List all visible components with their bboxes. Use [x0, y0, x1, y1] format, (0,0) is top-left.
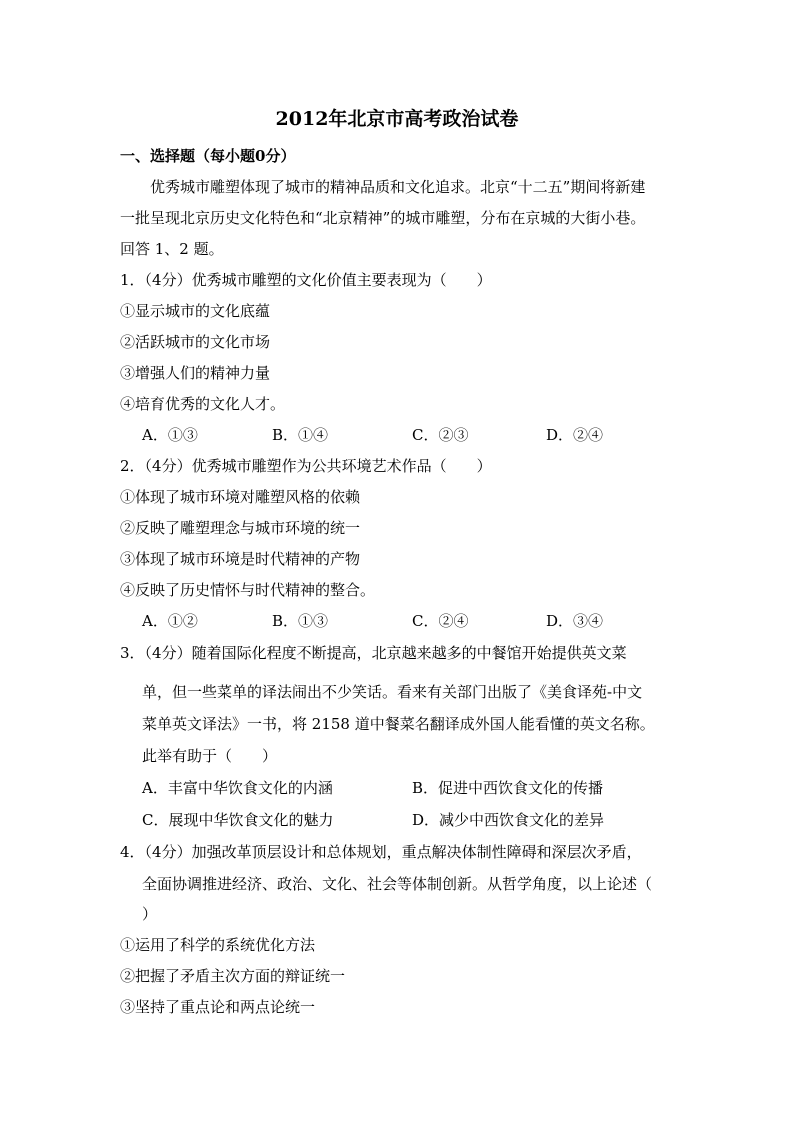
question-2-item: ②反映了雕塑理念与城市环境的统一	[120, 519, 361, 537]
question-4-line: 4．（4分）加强改革顶层设计和总体规划，重点解决体制性障碍和深层次矛盾，	[120, 843, 642, 861]
question-1-item: ①显示城市的文化底蕴	[120, 302, 271, 320]
passage-line: 回答 1、2 题。	[120, 240, 224, 258]
question-3-line: 3．（4分）随着国际化程度不断提高，北京越来越多的中餐馆开始提供英文菜	[120, 644, 627, 662]
passage-line: 优秀城市雕塑体现了城市的精神品质和文化追求。北京“十二五”期间将新建	[150, 178, 646, 196]
question-2-item: ①体现了城市环境对雕塑风格的依赖	[120, 488, 361, 506]
question-2-choice-a[interactable]: A．①②	[142, 612, 198, 630]
question-1-item: ④培育优秀的文化人才。	[120, 395, 286, 413]
question-2-choice-d[interactable]: D．③④	[546, 612, 604, 630]
section-heading: 一、选择题（每小题0分）	[120, 147, 296, 165]
question-3-line: 单，但一些菜单的译法闹出不少笑话。看来有关部门出版了《美食译苑-中文	[142, 683, 643, 701]
page-title: 2012年北京市高考政治试卷	[275, 108, 519, 130]
question-4-line: 全面协调推进经济、政治、文化、社会等体制创新。从哲学角度，以上论述（	[142, 875, 653, 893]
question-4-item: ①运用了科学的系统优化方法	[120, 936, 316, 954]
question-3-line: 此举有助于（ ）	[142, 747, 278, 765]
question-1-stem: 1．（4分）优秀城市雕塑的文化价值主要表现为（ ）	[120, 271, 492, 289]
passage-line: 一批呈现北京历史文化特色和“北京精神”的城市雕塑，分布在京城的大街小巷。	[120, 209, 646, 227]
question-3-choice-d[interactable]: D．减少中西饮食文化的差异	[412, 811, 605, 829]
question-2-choice-b[interactable]: B．①③	[272, 612, 329, 630]
question-1-choice-a[interactable]: A．①③	[142, 426, 198, 444]
question-4-line: ）	[142, 905, 158, 923]
question-3-choice-b[interactable]: B．促进中西饮食文化的传播	[412, 779, 604, 797]
question-1-item: ③增强人们的精神力量	[120, 364, 271, 382]
question-2-choice-c[interactable]: C．②④	[412, 612, 469, 630]
question-1-choice-c[interactable]: C．②③	[412, 426, 469, 444]
question-4-item: ②把握了矛盾主次方面的辩证统一	[120, 967, 346, 985]
question-3-choice-c[interactable]: C．展现中华饮食文化的魅力	[142, 811, 334, 829]
question-2-stem: 2．（4分）优秀城市雕塑作为公共环境艺术作品（ ）	[120, 457, 492, 475]
question-4-item: ③坚持了重点论和两点论统一	[120, 998, 316, 1016]
question-1-choice-d[interactable]: D．②④	[546, 426, 604, 444]
question-2-item: ④反映了历史情怀与时代精神的整合。	[120, 581, 376, 599]
question-3-choice-a[interactable]: A．丰富中华饮食文化的内涵	[142, 779, 333, 797]
question-3-line: 菜单英文译法》一书，将 2158 道中餐菜名翻译成外国人能看懂的英文名称。	[142, 715, 655, 733]
question-1-choice-b[interactable]: B．①④	[272, 426, 329, 444]
question-2-item: ③体现了城市环境是时代精神的产物	[120, 550, 361, 568]
question-1-item: ②活跃城市的文化市场	[120, 333, 271, 351]
